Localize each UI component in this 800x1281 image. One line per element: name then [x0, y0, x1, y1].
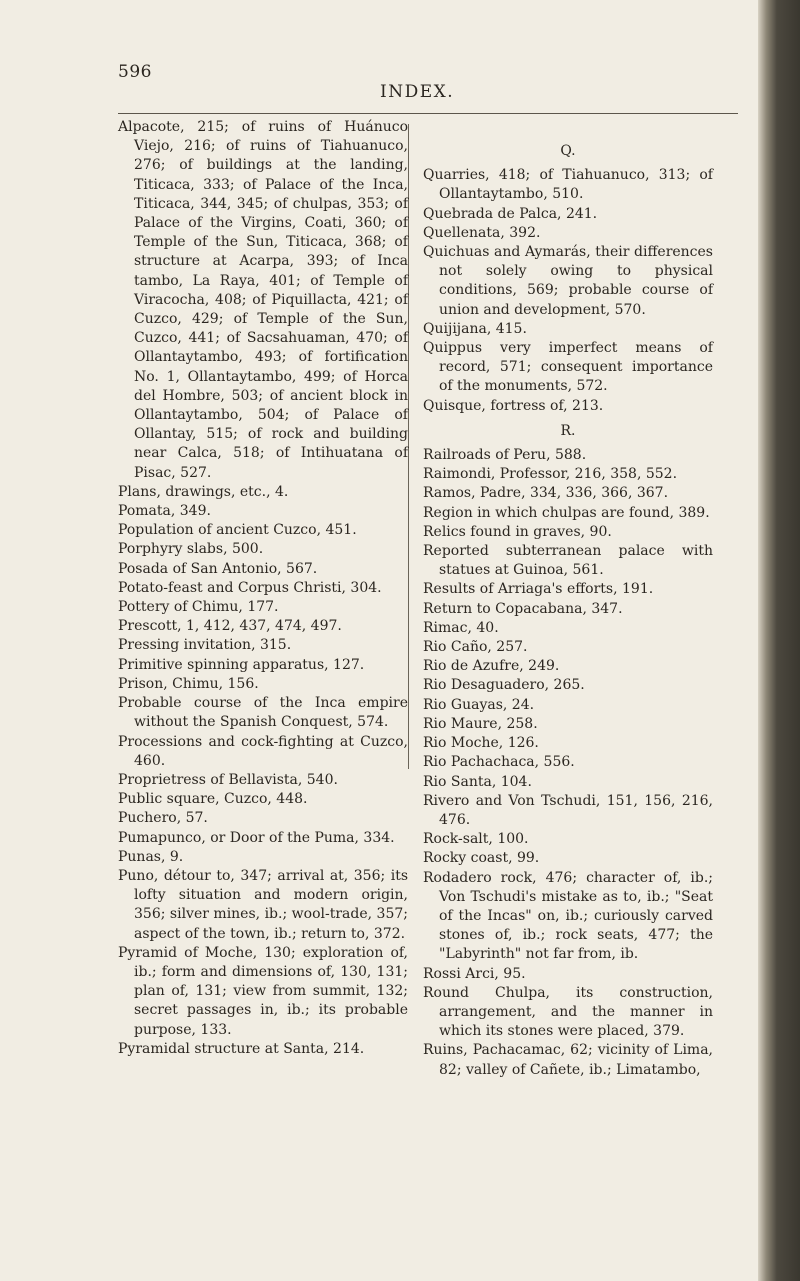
- column-divider: [408, 124, 409, 769]
- left-column: [118, 118, 408, 1059]
- index-entry: Quijijana, 415.: [423, 320, 527, 337]
- index-entry: Puno, détour to, 347; arrival at, 356; its lofty situation and modern origin, 356; silver mines, ib.; wool-trade, 357; aspect of the town, ib.; return to, 372.: [118, 867, 408, 942]
- index-entry: Quichuas and Aymarás, their differences not solely owing to physical conditions, 569; probable course of union and development, 570.: [423, 244, 713, 318]
- index-entry: Probable course of the Inca empire without the Spanish Conquest, 574.: [118, 695, 408, 731]
- index-entry: Rio de Azufre, 249.: [423, 658, 560, 675]
- index-entry: Quellenata, 392.: [423, 224, 541, 241]
- index-entry: Population of ancient Cuzco, 451.: [118, 522, 357, 539]
- index-entry: Pomata, 349.: [118, 503, 211, 520]
- index-entry: Rocky coast, 99.: [423, 850, 540, 867]
- right-column: [423, 142, 713, 1080]
- index-entry: Pressing invitation, 315.: [118, 637, 292, 654]
- index-entry: Results of Arriaga's efforts, 191.: [423, 581, 654, 598]
- index-entry: Pumapunco, or Door of the Puma, 334.: [118, 829, 395, 846]
- index-entry: Raimondi, Professor, 216, 358, 552.: [423, 466, 678, 483]
- index-entry: Ramos, Padre, 334, 336, 366, 367.: [423, 485, 669, 502]
- index-entry: Pottery of Chimu, 177.: [118, 599, 279, 616]
- index-entry: Rimac, 40.: [423, 619, 499, 636]
- index-entry: Rio Pachachaca, 556.: [423, 754, 575, 771]
- index-entry: Rivero and Von Tschudi, 151, 156, 216, 476.: [423, 792, 713, 828]
- index-entry: Reported subterranean palace with statues at Guinoa, 561.: [423, 543, 713, 579]
- index-entry: Porphyry slabs, 500.: [118, 541, 264, 558]
- index-entry: Rio Moche, 126.: [423, 735, 539, 752]
- index-entry: Rio Guayas, 24.: [423, 696, 535, 713]
- index-entry: Public square, Cuzco, 448.: [118, 791, 308, 808]
- index-entry: Potato-feast and Corpus Christi, 304.: [118, 579, 382, 596]
- page-binding-edge: [758, 0, 800, 1281]
- index-entry: Puchero, 57.: [118, 810, 208, 827]
- index-entry: Rodadero rock, 476; character of, ib.; Von Tschudi's mistake as to, ib.; "Seat of the Incas" on, ib.; curiously carved stones of, ib.; rock seats, 477; the "Labyrinth" not far from, ib.: [423, 869, 713, 963]
- index-entry: Posada of San Antonio, 567.: [118, 560, 318, 577]
- index-entry: Plans, drawings, etc., 4.: [118, 483, 289, 500]
- index-entry: Relics found in graves, 90.: [423, 523, 612, 540]
- index-entry: Proprietress of Bellavista, 540.: [118, 771, 338, 788]
- index-entry: Rossi Arci, 95.: [423, 965, 526, 982]
- index-entry: Prescott, 1, 412, 437, 474, 497.: [118, 618, 342, 635]
- index-entry: Quebrada de Palca, 241.: [423, 205, 598, 222]
- index-entry: Round Chulpa, its construction, arrangement, and the manner in which its stones were placed, 379.: [423, 984, 713, 1040]
- index-entry: Quisque, fortress of, 213.: [423, 397, 604, 414]
- running-head: INDEX.: [380, 82, 455, 102]
- index-entry: Railroads of Peru, 588.: [423, 447, 587, 464]
- index-entry: Alpacote, 215; of ruins of Huánuco Viejo, 216; of ruins of Tiahuanuco, 276; of buildings at the landing, Titicaca, 333; of Palace of the Inca, Titicaca, 344, 345; of chulpas, 353; of Palace of the Virgins, Coati, 360; of Temple of the Sun, Titicaca, 368; of structure at Acarpa, 393; of Inca tambo, La Raya, 401; of Temple of Viracocha, 408; of Piquillacta, 421; of Cuzco, 429; of Temple of the Sun, Cuzco, 441; of Sacsahuaman, 470; of Ollantaytambo, 493; of fortification No. 1, Ollantaytambo, 499; of Horca del Hombre, 503; of ancient block in Ollantaytambo, 504; of Palace of Ollantay, 515; of rock and building near Calca, 518; of Intihuatana of Pisac, 527.: [118, 119, 408, 481]
- index-entry: Ruins, Pachacamac, 62; vicinity of Lima, 82; valley of Cañete, ib.; Limatambo,: [423, 1042, 713, 1078]
- index-entry: Rio Maure, 258.: [423, 715, 538, 732]
- index-entry: Rio Santa, 104.: [423, 773, 532, 790]
- index-entry: Quippus very imperfect means of record, 571; consequent importance of the monuments, 572.: [423, 340, 713, 395]
- index-entry: Region in which chulpas are found, 389.: [423, 504, 710, 521]
- index-entry: Rio Caño, 257.: [423, 639, 528, 656]
- index-entry: Rock-salt, 100.: [423, 831, 529, 848]
- index-entry: Pyramidal structure at Santa, 214.: [118, 1040, 365, 1057]
- index-entry: Quarries, 418; of Tiahuanuco, 313; of Ollantaytambo, 510.: [423, 167, 713, 203]
- section-letter-q: Q.: [560, 143, 576, 159]
- index-entry: Prison, Chimu, 156.: [118, 675, 259, 692]
- index-entry: Punas, 9.: [118, 848, 184, 865]
- index-entry: Primitive spinning apparatus, 127.: [118, 656, 365, 673]
- header-rule: [118, 113, 738, 114]
- index-entry: Pyramid of Moche, 130; exploration of, ib.; form and dimensions of, 130, 131; plan of, 131; view from summit, 132; secret passages in, ib.; its probable purpose, 133.: [118, 944, 408, 1038]
- section-letter-r: R.: [560, 422, 576, 439]
- index-entry: Return to Copacabana, 347.: [423, 600, 623, 617]
- index-entry: Processions and cock-fighting at Cuzco, 460.: [118, 733, 408, 769]
- index-entry: Rio Desaguadero, 265.: [423, 677, 585, 694]
- page-number: 596: [118, 62, 152, 82]
